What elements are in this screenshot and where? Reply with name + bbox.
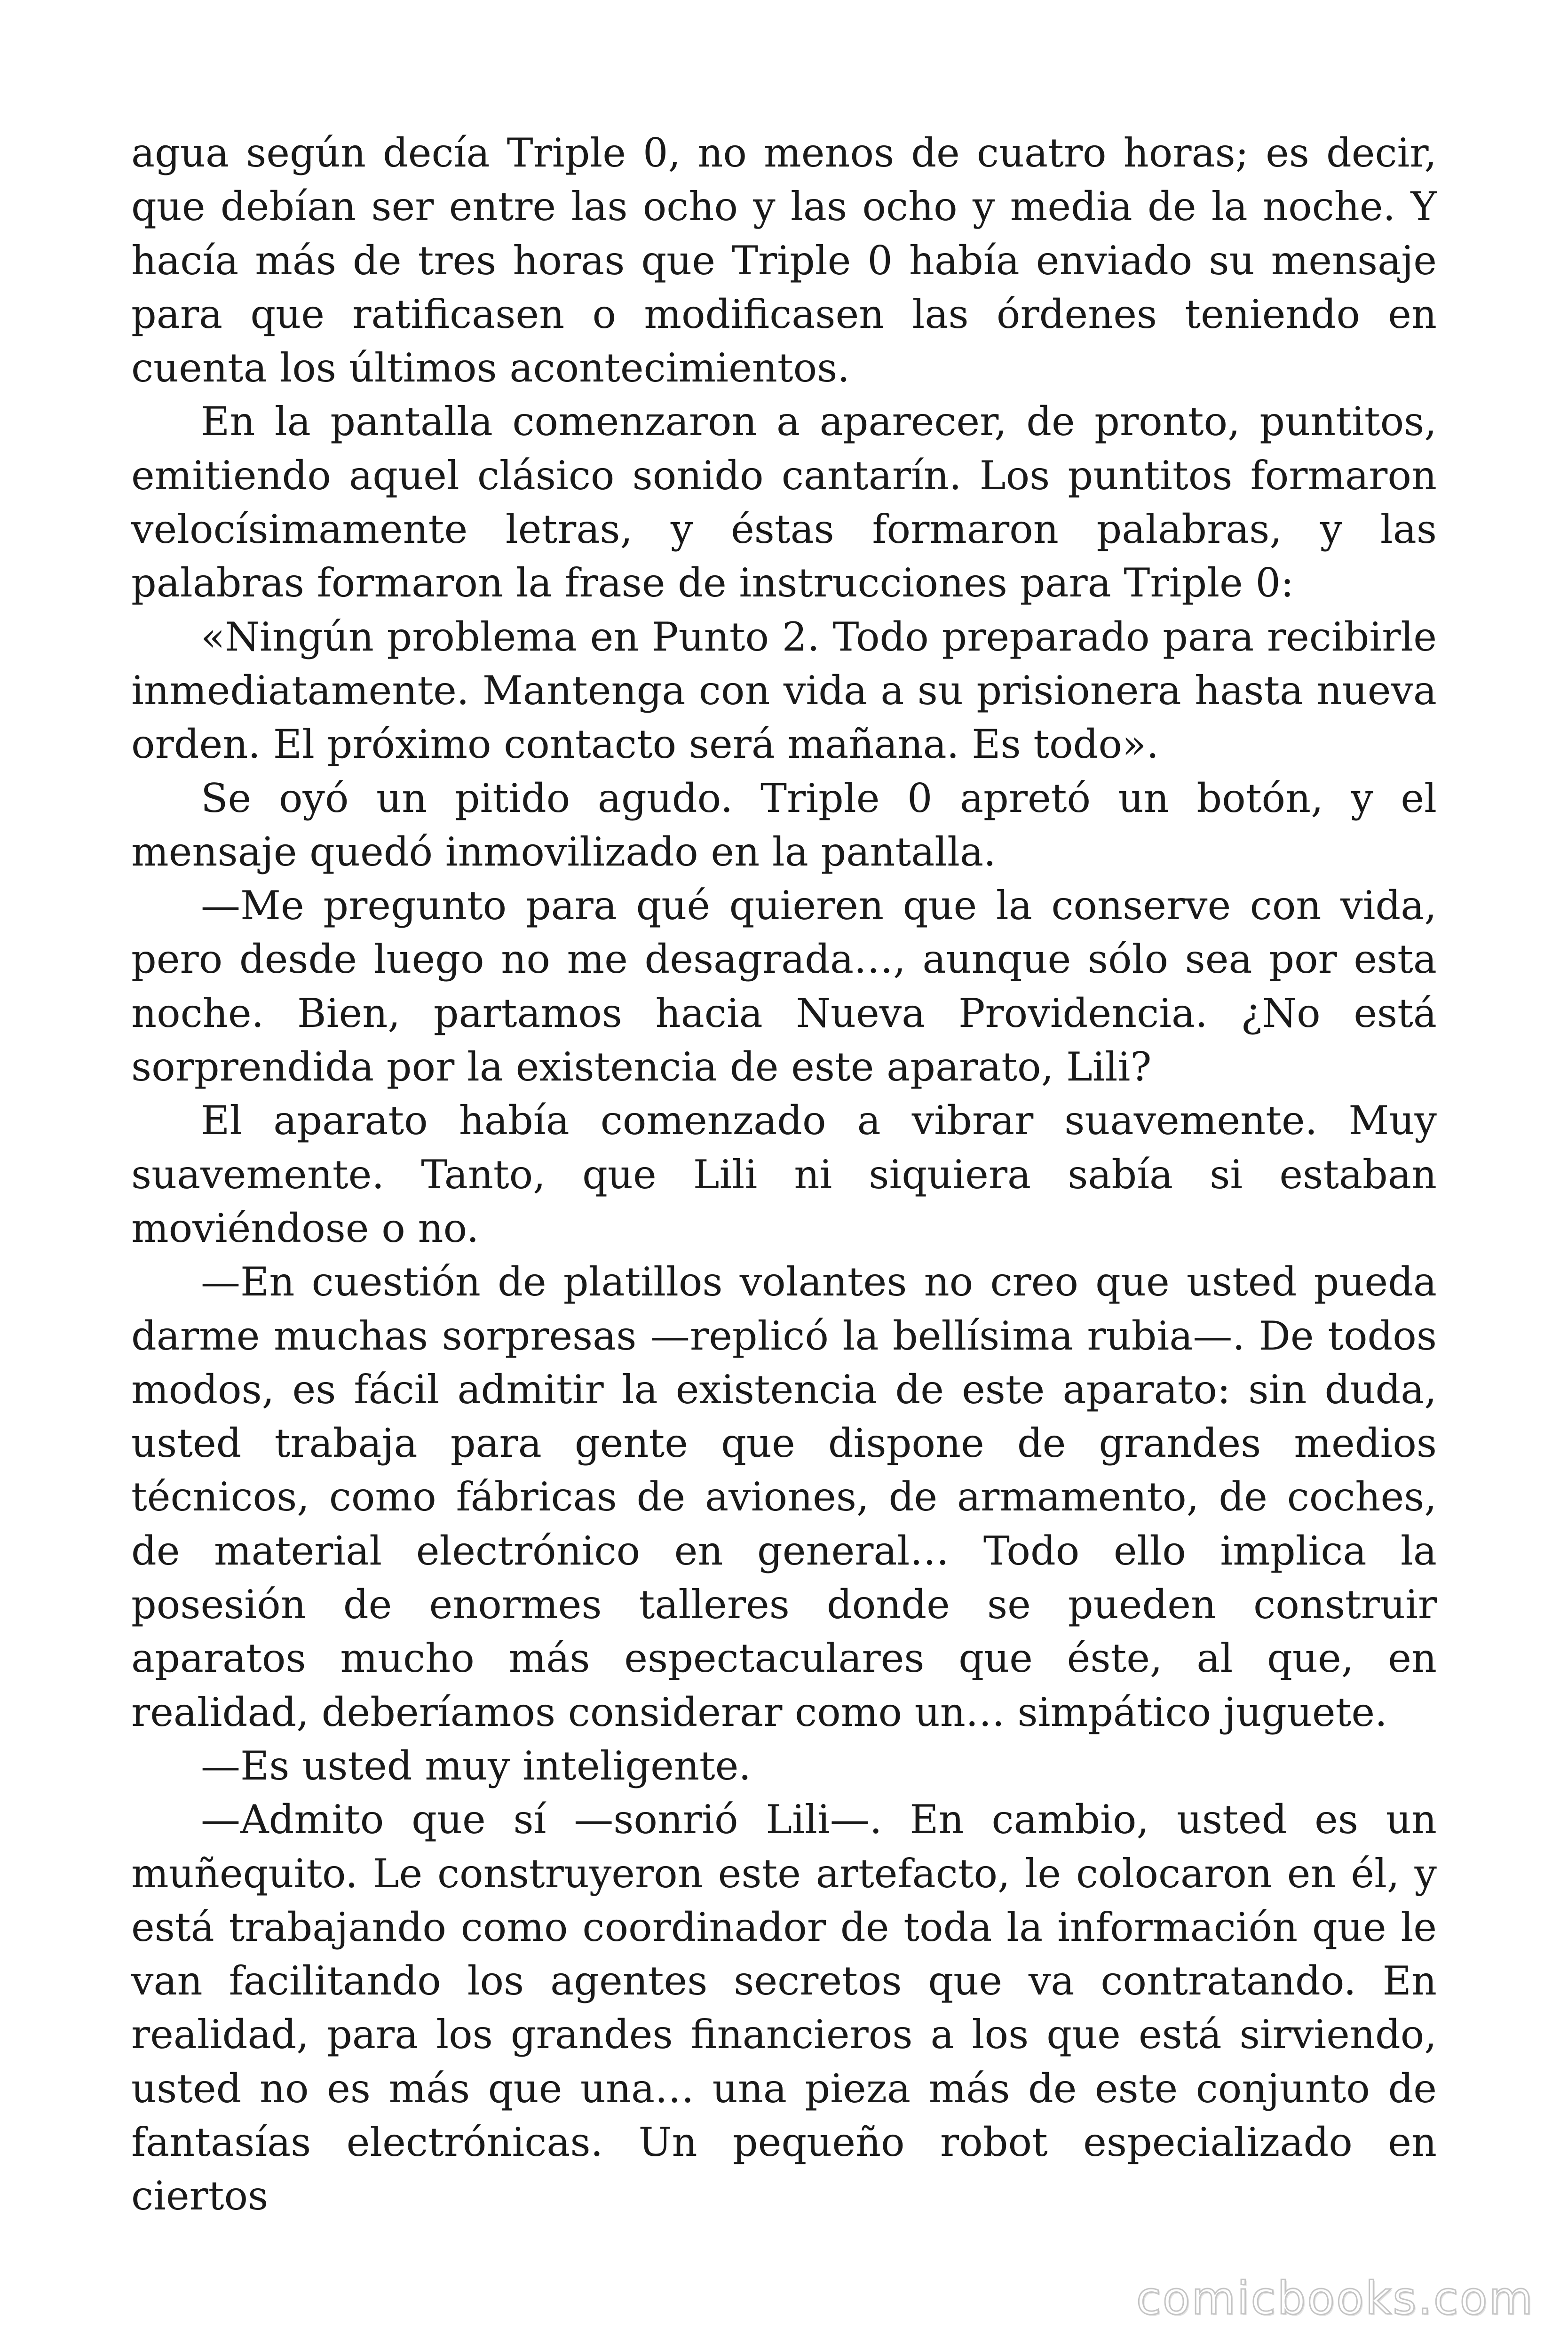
paragraph: Se oyó un pitido agudo. Triple 0 apretó un botón, y el mensaje quedó inmovilizado en la pantalla. — [131, 775, 1437, 875]
body-text — [131, 126, 1437, 2223]
paragraph-dialogue: —Admito que sí —sonrió Lili—. En cambio, usted es un muñequito. Le construyeron este artefacto, le colocaron en él, y está trabajando como coordinador de toda la información que le van facilitando los agentes secretos que va contratando. En realidad, para los grandes financieros a los que está sirviendo, usted no es más que una… una pieza más de este conjunto de fantasías electrónicas. Un pequeño robot especializado en ciertos — [131, 1796, 1437, 2219]
paragraph: El aparato había comenzado a vibrar suavemente. Muy suavemente. Tanto, que Lili ni siquiera sabía si estaban moviéndose o no. — [131, 1097, 1437, 1251]
paragraph-quoted-message: «Ningún problema en Punto 2. Todo preparado para recibirle inmediatamente. Mantenga con vida a su prisionera hasta nueva orden. El próximo contacto será mañana. Es todo». — [131, 613, 1437, 768]
paragraph: En la pantalla comenzaron a aparecer, de pronto, puntitos, emitiendo aquel clásico sonido cantarín. Los puntitos formaron velocísimamente letras, y éstas formaron palabras, y las palabras formaron la frase de instrucciones para Triple 0: — [131, 398, 1437, 606]
paragraph-dialogue: —Me pregunto para qué quieren que la conserve con vida, pero desde luego no me desagrada…, aunque sólo sea por esta noche. Bien, partamos hacia Nueva Providencia. ¿No está sorprendida por la existencia de este aparato, Lili? — [131, 882, 1437, 1090]
paragraph-dialogue: —Es usted muy inteligente. — [201, 1742, 752, 1789]
paragraph-continuation: agua según decía Triple 0, no menos de cuatro horas; es decir, que debían ser entre las ocho y las ocho y media de la noche. Y hacía más de tres horas que Triple 0 había enviado su mensaje para que ratificasen o modificasen las órdenes teniendo en cuenta los últimos acontecimientos. — [131, 130, 1437, 391]
paragraph-dialogue: —En cuestión de platillos volantes no creo que usted pueda darme muchas sorpresas —replicó la bellísima rubia—. De todos modos, es fácil admitir la existencia de este aparato: sin duda, usted trabaja para gente que dispone de grandes medios técnicos, como fábricas de aviones, de armamento, de coches, de material electrónico en general… Todo ello implica la posesión de enormes talleres donde se pueden construir aparatos mucho más espectaculares que éste, al que, en realidad, deberíamos considerar como un… simpático juguete. — [131, 1259, 1437, 1735]
watermark: comicbooks.com — [1136, 2272, 1534, 2325]
